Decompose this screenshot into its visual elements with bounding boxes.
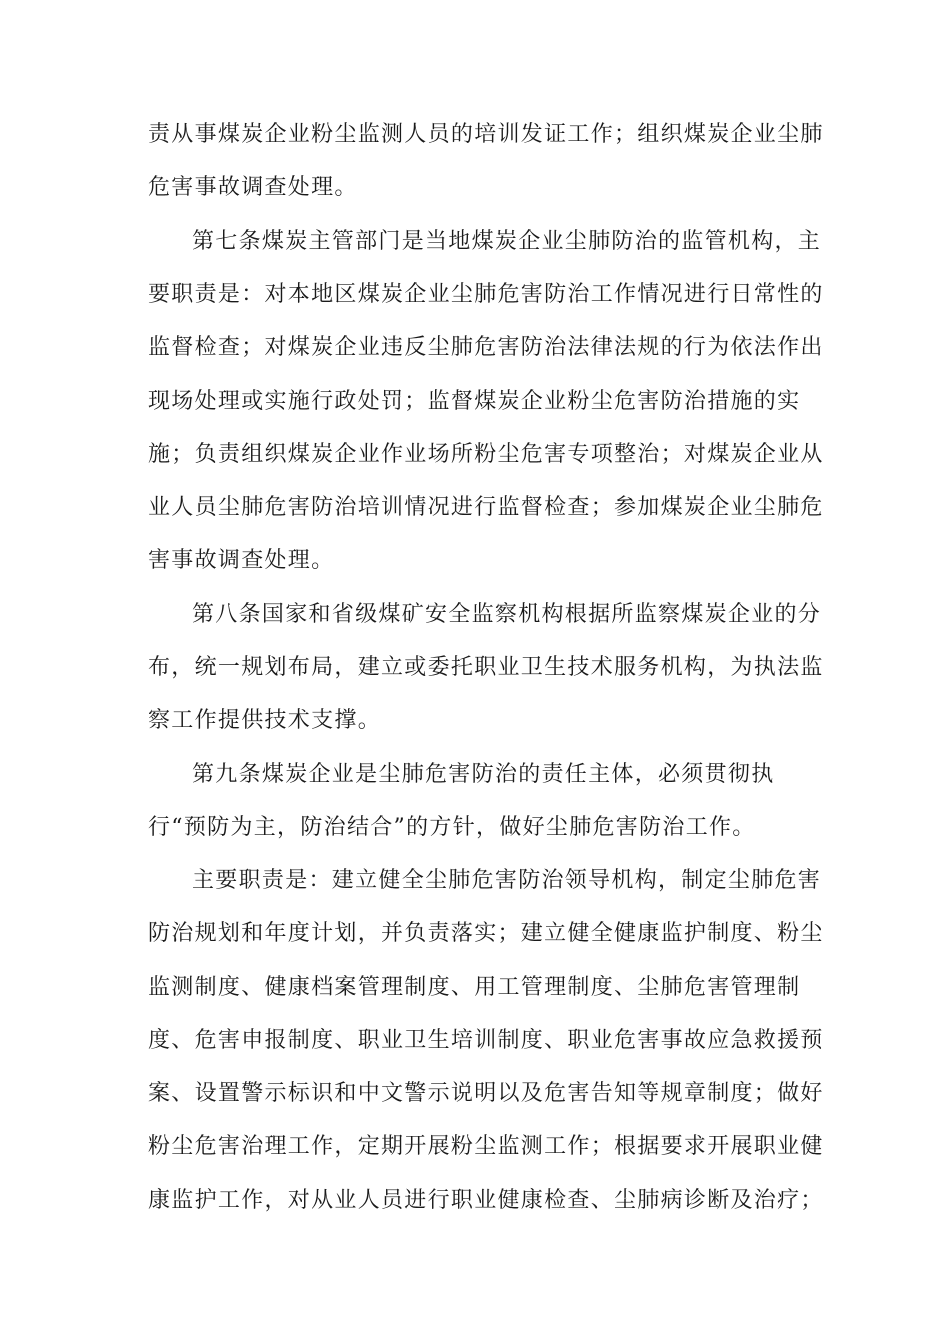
- text-line: 粉尘危害治理工作，定期开展粉尘监测工作；根据要求开展职业健: [148, 1134, 824, 1159]
- text-line: 案、设置警示标识和中文警示说明以及危害告知等规章制度；做好: [148, 1081, 824, 1106]
- paragraph-start-line: 第九条煤炭企业是尘肺危害防治的责任主体，必须贯彻执: [192, 762, 775, 787]
- text-line: 监督检查；对煤炭企业违反尘肺危害防治法律法规的行为依法作出: [148, 335, 824, 360]
- text-line: 害事故调查处理。: [148, 548, 335, 573]
- text-line: 察工作提供技术支撑。: [148, 708, 382, 733]
- text-line: 危害事故调查处理。: [148, 175, 358, 200]
- text-line: 行“预防为主，防治结合”的方针，做好尘肺危害防治工作。: [148, 815, 756, 840]
- paragraph-start-line: 第七条煤炭主管部门是当地煤炭企业尘肺防治的监管机构，主: [192, 229, 822, 254]
- text-line: 要职责是：对本地区煤炭企业尘肺危害防治工作情况进行日常性的: [148, 282, 824, 307]
- text-line: 现场处理或实施行政处罚；监督煤炭企业粉尘危害防治措施的实: [148, 389, 801, 414]
- text-line: 康监护工作，对从业人员进行职业健康检查、尘肺病诊断及治疗；: [148, 1188, 824, 1213]
- text-line: 度、危害申报制度、职业卫生培训制度、职业危害事故应急救援预: [148, 1028, 824, 1053]
- text-line: 布，统一规划布局，建立或委托职业卫生技术服务机构，为执法监: [148, 655, 824, 680]
- paragraph-start-line: 第八条国家和省级煤矿安全监察机构根据所监察煤炭企业的分: [192, 602, 822, 627]
- text-line: 责从事煤炭企业粉尘监测人员的培训发证工作；组织煤炭企业尘肺: [148, 122, 824, 147]
- text-line: 业人员尘肺危害防治培训情况进行监督检查；参加煤炭企业尘肺危: [148, 495, 824, 520]
- text-line: 监测制度、健康档案管理制度、用工管理制度、尘肺危害管理制: [148, 975, 801, 1000]
- text-line: 防治规划和年度计划，并负责落实；建立健全健康监护制度、粉尘: [148, 921, 824, 946]
- paragraph-start-line: 主要职责是：建立健全尘肺危害防治领导机构，制定尘肺危害: [192, 868, 822, 893]
- text-line: 施；负责组织煤炭企业作业场所粉尘危害专项整治；对煤炭企业从: [148, 442, 824, 467]
